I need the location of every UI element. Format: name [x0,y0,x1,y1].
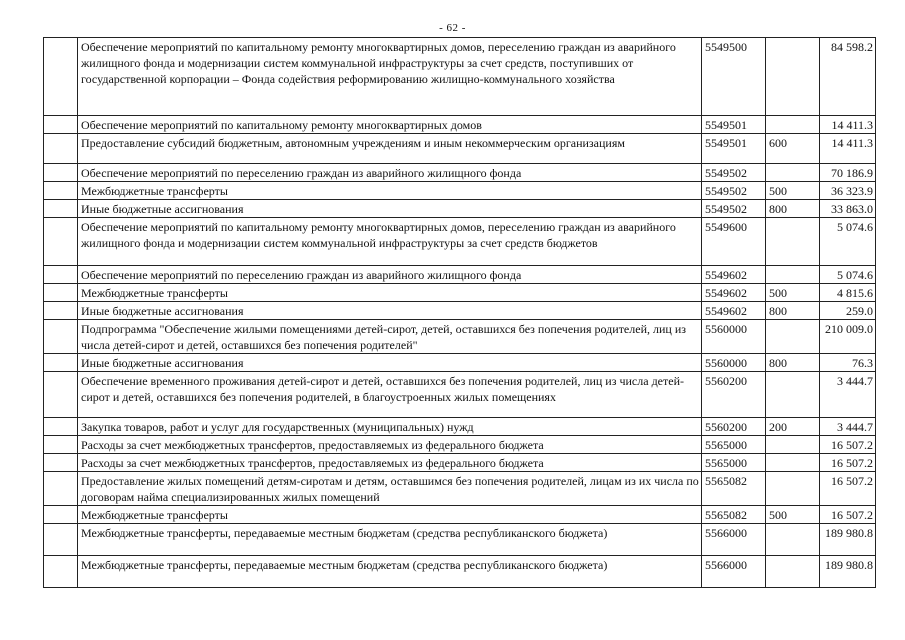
row-amount-cell: 3 444.7 [820,418,876,436]
blank-cell [44,38,78,116]
row-amount-cell: 33 863.0 [820,200,876,218]
table-row [44,506,876,524]
row-amount-cell: 36 323.9 [820,182,876,200]
blank-cell [44,436,78,454]
row-code-cell: 5549602 [702,266,766,284]
row-name-cell: Обеспечение временного проживания детей-сирот и детей, оставшихся без попечения родителей, лиц из числа детей-сирот и детей, оставшихся без попечения родителей, в благоустроенных жилых помещениях [78,372,702,418]
row-code-cell: 5560200 [702,418,766,436]
row-name-cell: Обеспечение мероприятий по капитальному ремонту многоквартирных домов, переселению граждан из аварийного жилищного фонда и модернизации систем коммунальной инфраструктуры за счет средств, поступивших от государственной корпорации – Фонда содействия реформированию жилищно-коммунального хозяйства [78,38,702,116]
row-amount-cell: 16 507.2 [820,472,876,506]
blank-cell [44,472,78,506]
table-row [44,218,876,266]
blank-cell [44,354,78,372]
row-type-cell [766,372,820,418]
row-amount-cell: 84 598.2 [820,38,876,116]
row-code-cell: 5549500 [702,38,766,116]
row-amount-cell: 16 507.2 [820,454,876,472]
row-code-cell: 5565082 [702,472,766,506]
row-code-cell: 5549501 [702,116,766,134]
row-name-cell: Межбюджетные трансферты, передаваемые местным бюджетам (средства республиканского бюджета) [78,556,702,588]
row-name-cell: Обеспечение мероприятий по переселению граждан из аварийного жилищного фонда [78,164,702,182]
row-code-cell: 5566000 [702,524,766,556]
row-name-cell: Предоставление субсидий бюджетным, автономным учреждениям и иным некоммерческим организациям [78,134,702,164]
blank-cell [44,284,78,302]
row-name-cell: Расходы за счет межбюджетных трансфертов, предоставляемых из федерального бюджета [78,436,702,454]
blank-cell [44,418,78,436]
table-row [44,418,876,436]
table-row [44,284,876,302]
blank-cell [44,302,78,320]
row-amount-cell: 14 411.3 [820,116,876,134]
blank-cell [44,182,78,200]
row-type-cell [766,472,820,506]
table-row [44,164,876,182]
row-code-cell: 5549502 [702,164,766,182]
blank-cell [44,134,78,164]
row-code-cell: 5566000 [702,556,766,588]
row-code-cell: 5549502 [702,182,766,200]
row-type-cell [766,556,820,588]
row-name-cell: Иные бюджетные ассигнования [78,302,702,320]
blank-cell [44,454,78,472]
blank-cell [44,218,78,266]
row-type-cell: 500 [766,284,820,302]
row-type-cell: 800 [766,354,820,372]
row-amount-cell: 4 815.6 [820,284,876,302]
row-code-cell: 5560000 [702,354,766,372]
row-amount-cell: 5 074.6 [820,218,876,266]
row-name-cell: Межбюджетные трансферты [78,506,702,524]
row-name-cell: Предоставление жилых помещений детям-сиротам и детям, оставшимся без попечения родителей, лицам из их числа по договорам найма специализированных жилых помещений [78,472,702,506]
row-type-cell: 600 [766,134,820,164]
blank-cell [44,200,78,218]
row-type-cell: 200 [766,418,820,436]
row-name-cell: Межбюджетные трансферты [78,182,702,200]
row-code-cell: 5560000 [702,320,766,354]
row-amount-cell: 3 444.7 [820,372,876,418]
row-code-cell: 5549602 [702,302,766,320]
row-name-cell: Подпрограмма "Обеспечение жилыми помещениями детей-сирот, детей, оставшихся без попечения родителей, лиц из числа детей-сирот и детей, оставшихся без попечения родителей" [78,320,702,354]
table-row [44,38,876,116]
row-name-cell: Иные бюджетные ассигнования [78,354,702,372]
row-amount-cell: 16 507.2 [820,506,876,524]
table-row [44,116,876,134]
table-row [44,454,876,472]
blank-cell [44,266,78,284]
blank-cell [44,556,78,588]
row-name-cell: Обеспечение мероприятий по капитальному ремонту многоквартирных домов, переселению граждан из аварийного жилищного фонда и модернизации систем коммунальной инфраструктуры за счет средств бюджетов [78,218,702,266]
row-name-cell: Обеспечение мероприятий по капитальному ремонту многоквартирных домов [78,116,702,134]
row-type-cell: 500 [766,182,820,200]
row-code-cell: 5565082 [702,506,766,524]
row-amount-cell: 16 507.2 [820,436,876,454]
table-row [44,472,876,506]
table-row [44,134,876,164]
row-type-cell [766,266,820,284]
table-row [44,302,876,320]
row-type-cell [766,38,820,116]
table-row [44,372,876,418]
row-name-cell: Иные бюджетные ассигнования [78,200,702,218]
row-code-cell: 5565000 [702,454,766,472]
row-amount-cell: 259.0 [820,302,876,320]
page-number: - 62 - [439,22,466,34]
row-amount-cell: 70 186.9 [820,164,876,182]
row-name-cell: Закупка товаров, работ и услуг для государственных (муниципальных) нужд [78,418,702,436]
blank-cell [44,320,78,354]
row-code-cell: 5549600 [702,218,766,266]
table-row [44,320,876,354]
blank-cell [44,506,78,524]
row-type-cell [766,436,820,454]
row-type-cell [766,218,820,266]
row-name-cell: Расходы за счет межбюджетных трансфертов, предоставляемых из федерального бюджета [78,454,702,472]
row-name-cell: Межбюджетные трансферты [78,284,702,302]
budget-table [43,37,876,588]
row-type-cell: 500 [766,506,820,524]
row-code-cell: 5565000 [702,436,766,454]
row-amount-cell: 189 980.8 [820,556,876,588]
blank-cell [44,164,78,182]
row-type-cell [766,320,820,354]
blank-cell [44,524,78,556]
row-code-cell: 5549502 [702,200,766,218]
row-amount-cell: 14 411.3 [820,134,876,164]
row-type-cell [766,116,820,134]
table-row [44,200,876,218]
row-amount-cell: 210 009.0 [820,320,876,354]
blank-cell [44,116,78,134]
row-type-cell: 800 [766,302,820,320]
row-type-cell [766,524,820,556]
row-amount-cell: 76.3 [820,354,876,372]
table-row [44,182,876,200]
row-code-cell: 5549602 [702,284,766,302]
row-code-cell: 5560200 [702,372,766,418]
row-type-cell [766,164,820,182]
blank-cell [44,372,78,418]
row-amount-cell: 189 980.8 [820,524,876,556]
row-amount-cell: 5 074.6 [820,266,876,284]
row-name-cell: Обеспечение мероприятий по переселению граждан из аварийного жилищного фонда [78,266,702,284]
budget-table-body [44,38,876,588]
table-row [44,556,876,588]
table-row [44,436,876,454]
row-name-cell: Межбюджетные трансферты, передаваемые местным бюджетам (средства республиканского бюджета) [78,524,702,556]
row-type-cell: 800 [766,200,820,218]
table-row [44,524,876,556]
row-code-cell: 5549501 [702,134,766,164]
row-type-cell [766,454,820,472]
table-row [44,266,876,284]
table-row [44,354,876,372]
